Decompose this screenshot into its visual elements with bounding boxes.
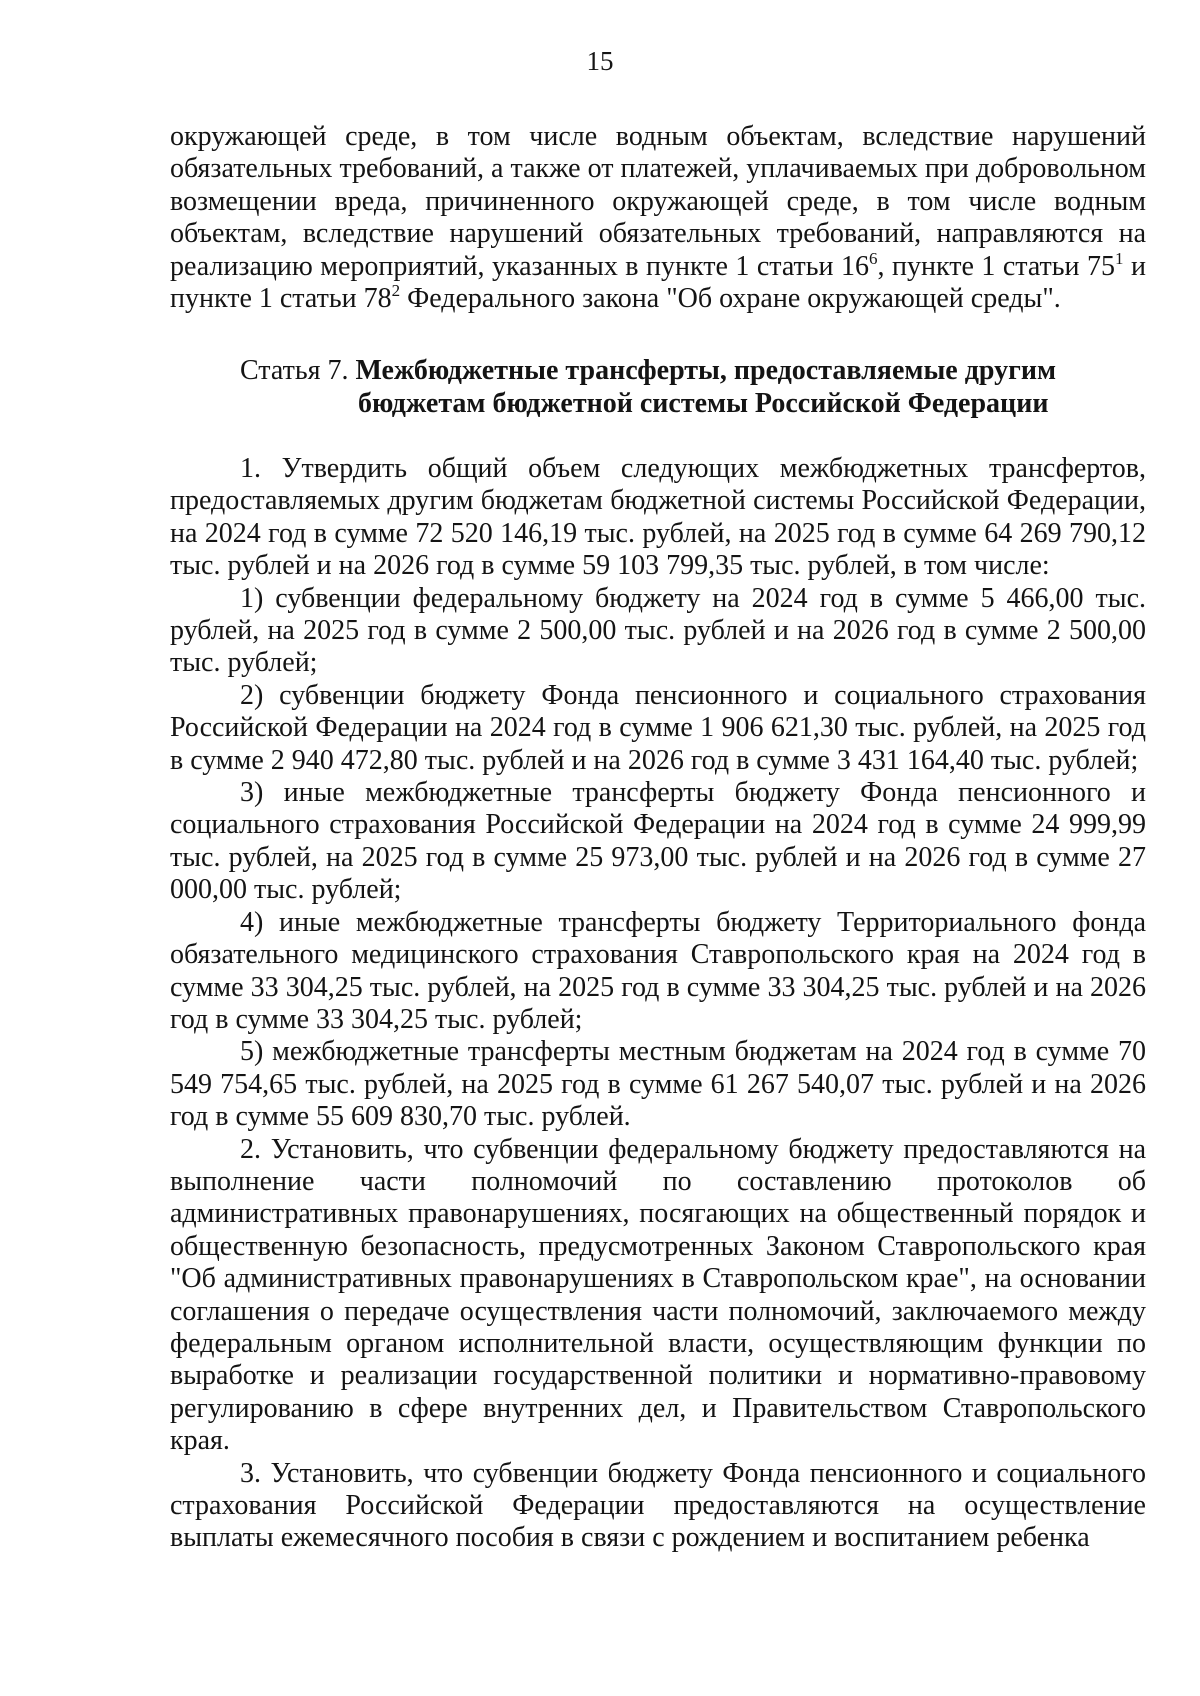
intro-superscript-2: 1 xyxy=(1115,248,1124,268)
paragraph-2: 2. Установить, что субвенции федеральному бюджету предоставляются на выполнение части полномочий по составлению протоколов об административных правонарушениях, посягающих на общественный порядок и общественную безопасность, предусмотренных Законом Ставропольского края "Об административных правонарушениях в Ставропольском крае", на основании соглашения о передаче осуществления части полномочий, заключаемого между федеральным органом исполнительной власти, осуществляющим функции по выработке и реализации государственной политики и нормативно-правовому регулированию в сфере внутренних дел, и Правительством Ставропольского края. xyxy=(170,1133,1146,1457)
article-title-line-2: бюджетам бюджетной системы Российской Федерации xyxy=(358,388,1049,419)
intro-paragraph-block xyxy=(170,121,1146,315)
paragraph-1: 1. Утвердить общий объем следующих межбюджетных трансфертов, предоставляемых другим бюджетам бюджетной системы Российской Федерации, на 2024 год в сумме 72 520 146,19 тыс. рублей, на 2025 год в сумме 64 269 790,12 тыс. рублей и на 2026 год в сумме 59 103 799,35 тыс. рублей, в том числе: xyxy=(170,453,1146,582)
list-item-5: 5) межбюджетные трансферты местным бюджетам на 2024 год в сумме 70 549 754,65 тыс. рублей, на 2025 год в сумме 61 267 540,07 тыс. рублей и на 2026 год в сумме 55 609 830,70 тыс. рублей. xyxy=(170,1036,1146,1133)
article-label: Статья 7. xyxy=(240,355,356,386)
list-item-2: 2) субвенции бюджету Фонда пенсионного и социального страхования Российской Федерации на 2024 год в сумме 1 906 621,30 тыс. рублей, на 2025 год в сумме 2 940 472,80 тыс. рублей и на 2026 год в сумме 3 431 164,40 тыс. рублей; xyxy=(170,679,1146,776)
intro-text-3: и пункте 1 статьи 78 xyxy=(170,250,1146,315)
article-title-line-1: Межбюджетные трансферты, предоставляемые другим xyxy=(355,355,1057,386)
page-number: 15 xyxy=(586,46,614,76)
intro-text-2: , пункте 1 статьи 75 xyxy=(877,250,1116,282)
article-body xyxy=(170,453,1146,1555)
intro-superscript-3: 2 xyxy=(391,281,401,301)
paragraph-3: 3. Установить, что субвенции бюджету Фонда пенсионного и социального страхования Российской Федерации предоставляются на осуществление выплаты ежемесячного пособия в связи с рождением и воспитанием ребенка xyxy=(170,1457,1146,1554)
intro-superscript-1: 6 xyxy=(869,248,878,268)
list-item-3: 3) иные межбюджетные трансферты бюджету Фонда пенсионного и социального страхования Российской Федерации на 2024 год в сумме 24 999,99 тыс. рублей, на 2025 год в сумме 25 973,00 тыс. рублей и на 2026 год в сумме 27 000,00 тыс. рублей; xyxy=(170,777,1146,906)
intro-text-4: Федерального закона "Об охране окружающей среды". xyxy=(400,283,1061,315)
list-item-4: 4) иные межбюджетные трансферты бюджету Территориального фонда обязательного медицинского страхования Ставропольского края на 2024 год в сумме 33 304,25 тыс. рублей, на 2025 год в сумме 33 304,25 тыс. рублей и на 2026 год в сумме 33 304,25 тыс. рублей; xyxy=(170,906,1146,1035)
list-item-1: 1) субвенции федеральному бюджету на 2024 год в сумме 5 466,00 тыс. рублей, на 2025 год в сумме 2 500,00 тыс. рублей и на 2026 год в сумме 2 500,00 тыс. рублей; xyxy=(170,582,1146,679)
article-heading xyxy=(240,354,1140,420)
intro-text-1: окружающей среде, в том числе водным объектам, вследствие нарушений обязательных требований, а также от платежей, уплачиваемых при добровольном возмещении вреда, причиненного окружающей среде, в том числе водным объектам, вследствие нарушений обязательных требований, направляются на реализацию мероприятий, указанных в пункте 1 статьи 16 xyxy=(170,121,1146,282)
intro-paragraph xyxy=(170,121,1146,315)
